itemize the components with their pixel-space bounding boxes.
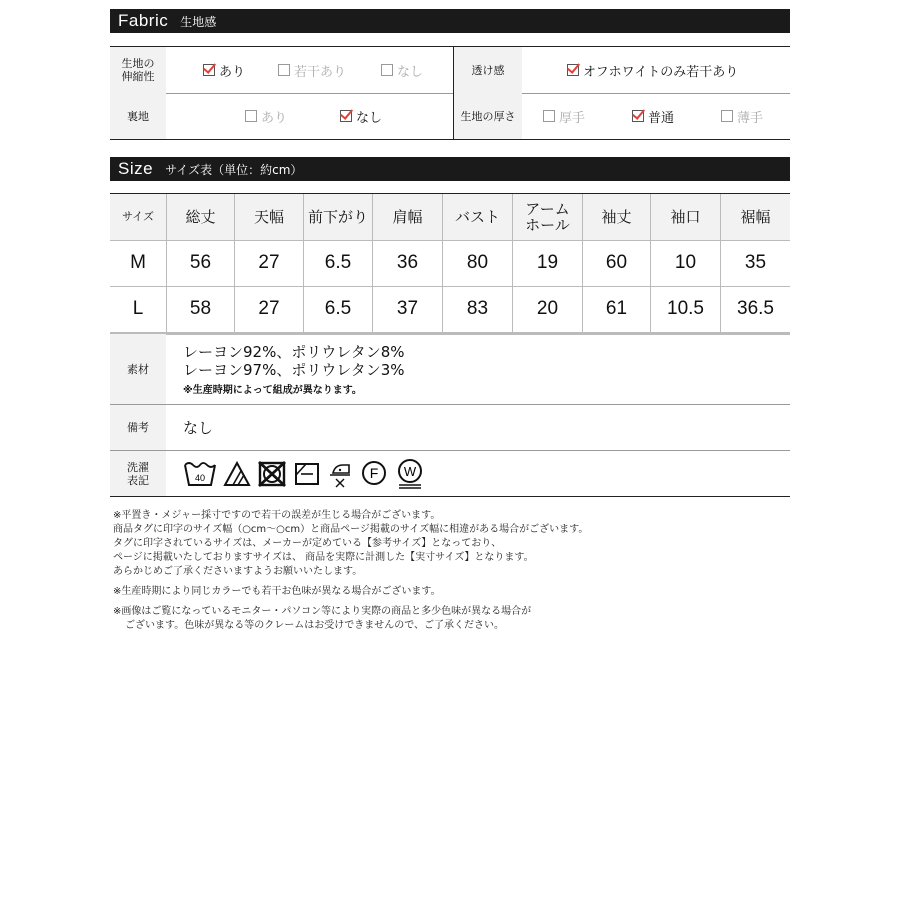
- size-cell: 19: [512, 240, 582, 286]
- thickness-option-thick: [543, 93, 585, 139]
- note-line: ございます。色味が異なる等のクレームはお受けできませんので、ご了承ください。: [125, 620, 504, 631]
- size-cell: 27: [234, 240, 303, 286]
- wash-temp-label: 40: [194, 473, 206, 483]
- armhole-line2: ホール: [525, 216, 570, 234]
- size-cell: 10: [650, 240, 720, 286]
- col-header: サイズ: [121, 210, 155, 223]
- care-label-line1: 洗濯: [127, 460, 149, 474]
- fabric-subtitle: 生地感: [180, 14, 217, 29]
- iron-low-icon: [327, 459, 353, 489]
- remarks-value: なし: [183, 419, 214, 437]
- material-label: 素材: [110, 334, 166, 404]
- checkbox-checked-icon: [567, 64, 579, 76]
- material-note: ※生産時期によって組成が異なります。: [183, 385, 362, 396]
- size-cell: 80: [442, 240, 512, 286]
- lining-option-yes: [245, 93, 287, 139]
- stretch-option-slight: [278, 47, 346, 93]
- col-header: 裾幅: [720, 194, 790, 240]
- wet-clean-letter: W: [403, 464, 417, 479]
- checkbox-checked-icon: [632, 110, 644, 122]
- col-header-armhole: [512, 194, 582, 240]
- material-row: [110, 334, 790, 405]
- care-row: [110, 451, 790, 497]
- checkbox-checked-icon: [340, 110, 352, 122]
- checkbox-empty-icon: [278, 64, 290, 76]
- size-cell: 36: [372, 240, 442, 286]
- option-label: なし: [397, 64, 424, 80]
- option-label: 若干あり: [294, 64, 347, 80]
- option-label: 厚手: [559, 110, 586, 126]
- dry-clean-letter: F: [369, 465, 379, 481]
- sheer-label: 透け感: [454, 47, 522, 93]
- size-subtitle: サイズ表（単位：約cm）: [165, 162, 303, 177]
- size-cell: 61: [582, 286, 650, 332]
- stretch-label: [110, 47, 166, 93]
- checkbox-empty-icon: [381, 64, 393, 76]
- size-title: Size: [118, 159, 154, 178]
- lining-label: 裏地: [110, 93, 166, 139]
- size-cell: M: [130, 252, 146, 273]
- remarks-row: [110, 405, 790, 451]
- fabric-title: Fabric: [118, 11, 169, 30]
- size-cell: 6.5: [303, 286, 372, 332]
- col-header: 肩幅: [372, 194, 442, 240]
- note-line: ※生産時期により同じカラーでも若干お色味が異なる場合がございます。: [113, 586, 441, 597]
- option-label: 普通: [648, 110, 675, 126]
- option-label: あり: [219, 64, 246, 80]
- care-label: [110, 451, 166, 496]
- checkbox-empty-icon: [245, 110, 257, 122]
- fabric-section-header: [110, 9, 790, 33]
- stretch-label-line2: 伸縮性: [121, 70, 155, 83]
- checkbox-checked-icon: [203, 64, 215, 76]
- checkbox-empty-icon: [721, 110, 733, 122]
- col-header: 総丈: [166, 194, 234, 240]
- note-line: タグに印字されているサイズは、メーカーが定めている【参考サイズ】となっており、: [113, 538, 502, 549]
- thickness-label: 生地の厚さ: [454, 93, 522, 139]
- remarks-label: 備考: [110, 405, 166, 450]
- size-table: [110, 193, 790, 319]
- col-header: 前下がり: [303, 194, 372, 240]
- line-dry-shade-icon: [293, 459, 321, 489]
- size-cell: 35: [720, 240, 790, 286]
- fabric-row-lining: [110, 93, 790, 139]
- lining-option-no: [340, 93, 382, 139]
- column-divider: [453, 47, 454, 139]
- stretch-option-no: [381, 47, 423, 93]
- bleach-icon: [223, 459, 251, 489]
- size-header-row: [110, 194, 790, 241]
- option-label: オフホワイトのみ若干あり: [583, 64, 739, 80]
- size-cell: 10.5: [650, 286, 720, 332]
- fabric-table: [110, 46, 790, 140]
- size-section-header: [110, 157, 790, 181]
- care-label-line2: 表記: [127, 473, 149, 487]
- table-row: [110, 286, 790, 335]
- note-line: 商品タグに印字のサイズ幅（○cm〜○cm）と商品ページ掲載のサイズ幅に相違がある場合がございます。: [113, 524, 589, 535]
- size-cell: 27: [234, 286, 303, 332]
- option-label: 薄手: [737, 110, 764, 126]
- size-cell: 60: [582, 240, 650, 286]
- wet-clean-w-icon: [395, 458, 425, 490]
- note-line: あらかじめご了承くださいますようお願いいたします。: [113, 566, 363, 577]
- table-row: [110, 240, 790, 287]
- stretch-option-yes: [203, 47, 245, 93]
- option-label: あり: [261, 110, 288, 126]
- armhole-line1: アーム: [525, 200, 570, 218]
- no-tumble-dry-icon: [257, 459, 287, 489]
- size-cell: 56: [166, 240, 234, 286]
- size-cell: 37: [372, 286, 442, 332]
- size-cell: 6.5: [303, 240, 372, 286]
- notes-block: [113, 509, 588, 633]
- size-cell: L: [132, 298, 144, 319]
- size-cell: 83: [442, 286, 512, 332]
- option-label: なし: [356, 110, 383, 126]
- col-header: 天幅: [234, 194, 303, 240]
- size-cell: 20: [512, 286, 582, 332]
- stretch-label-line1: 生地の: [121, 57, 155, 70]
- col-header: 袖丈: [582, 194, 650, 240]
- wash-40-icon: [183, 459, 217, 489]
- sheer-option: [567, 47, 738, 93]
- note-line: ※画像はご覧になっているモニター・パソコン等により実際の商品と多少色味が異なる場合が: [113, 606, 532, 617]
- col-header: バスト: [442, 194, 512, 240]
- material-line: レーヨン92%、ポリウレタン8%: [183, 343, 405, 361]
- material-line: レーヨン97%、ポリウレタン3%: [183, 361, 405, 379]
- size-cell: 36.5: [720, 286, 790, 332]
- col-header: 袖口: [650, 194, 720, 240]
- dry-clean-f-icon: [359, 459, 389, 489]
- care-icons: [183, 458, 425, 490]
- material-value: [183, 343, 405, 396]
- checkbox-empty-icon: [543, 110, 555, 122]
- note-line: ページに掲載いたしておりますサイズは、 商品を実際に計測した【実寸サイズ】となります。: [113, 552, 534, 563]
- note-line: ※平置き・メジャー採寸ですので若干の誤差が生じる場合がございます。: [113, 510, 441, 521]
- thickness-option-thin: [721, 93, 763, 139]
- fabric-row-stretch: [110, 47, 790, 94]
- size-cell: 58: [166, 286, 234, 332]
- thickness-option-normal: [632, 93, 674, 139]
